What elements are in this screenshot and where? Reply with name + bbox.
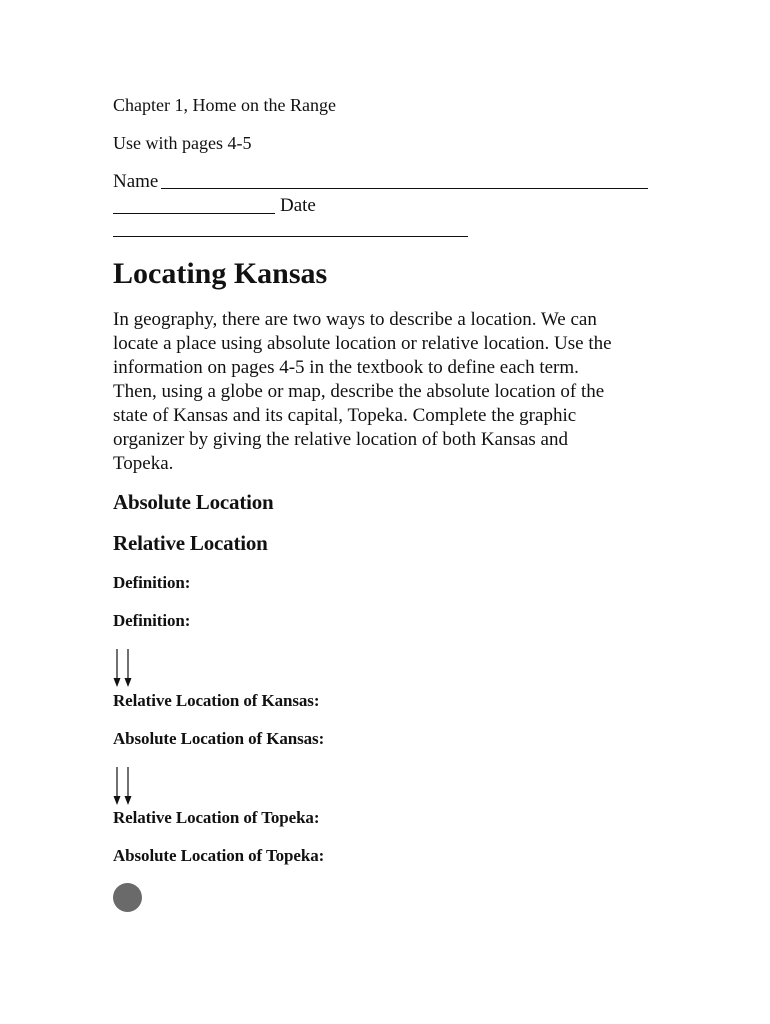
- down-arrows-icon: [113, 765, 135, 807]
- name-blank-line: [161, 188, 648, 189]
- relative-location-topeka-label: Relative Location of Topeka:: [113, 808, 320, 827]
- absolute-location-heading: Absolute Location: [113, 490, 274, 514]
- relative-location-kansas-label: Relative Location of Kansas:: [113, 691, 320, 710]
- definition-label: Definition:: [113, 573, 191, 592]
- date-blank-line: [113, 236, 468, 237]
- intro-line: In geography, there are two ways to describe a location. We can: [113, 309, 597, 330]
- intro-line: Then, using a globe or map, describe the absolute location of the: [113, 381, 605, 402]
- chapter-heading: Chapter 1, Home on the Range: [113, 95, 336, 115]
- definition-label: Definition:: [113, 611, 191, 630]
- gray-circle-icon: [113, 883, 142, 912]
- relative-location-heading: Relative Location: [113, 531, 268, 555]
- absolute-location-kansas-label: Absolute Location of Kansas:: [113, 729, 325, 748]
- intro-line: organizer by giving the relative location of both Kansas and: [113, 429, 568, 450]
- intro-line: Topeka.: [113, 453, 174, 474]
- intro-line: information on pages 4-5 in the textbook to define each term.: [113, 357, 579, 378]
- intro-line: locate a place using absolute location or relative location. Use the: [113, 333, 612, 354]
- date-label: Date: [280, 195, 316, 216]
- intro-paragraph: [113, 308, 653, 476]
- name-blank-line-continued: [113, 213, 275, 214]
- absolute-location-topeka-label: Absolute Location of Topeka:: [113, 846, 325, 865]
- name-label: Name: [113, 171, 159, 192]
- intro-line: state of Kansas and its capital, Topeka. Complete the graphic: [113, 405, 577, 426]
- pages-reference: Use with pages 4-5: [113, 133, 252, 153]
- page-title: Locating Kansas: [113, 257, 328, 290]
- down-arrows-icon: [113, 647, 135, 689]
